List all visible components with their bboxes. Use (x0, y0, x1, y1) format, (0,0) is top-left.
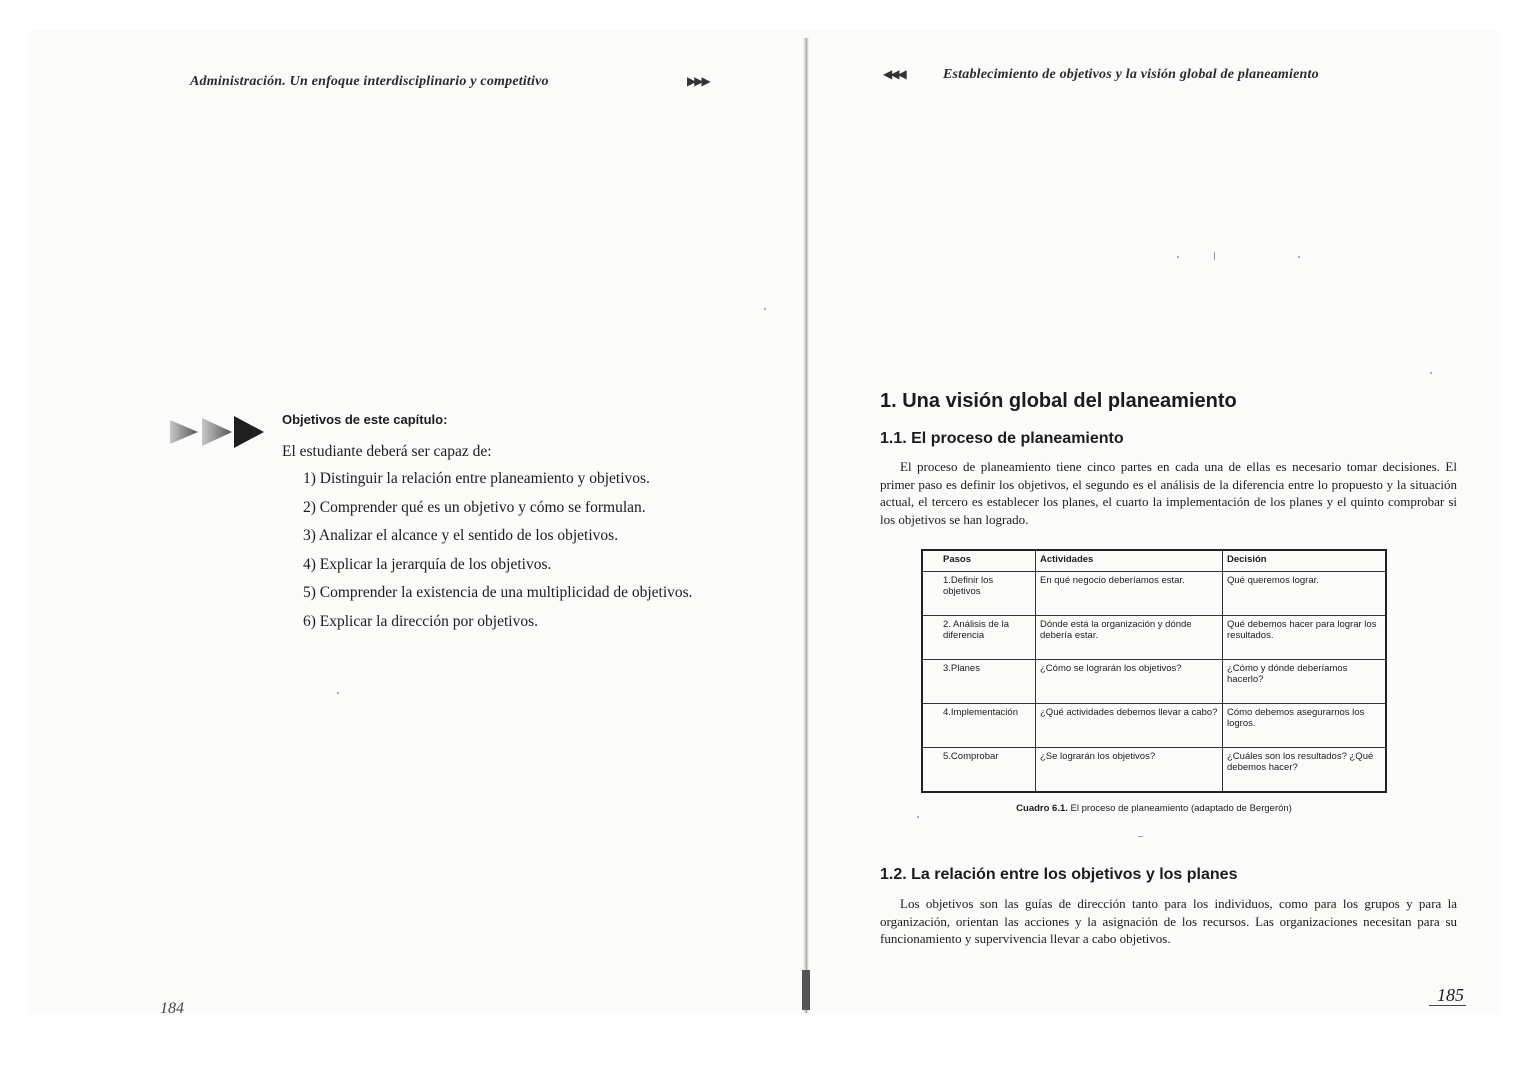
objectives-arrows-icon (168, 414, 264, 450)
table-cell: ¿Cuáles son los resultados? ¿Qué debemos hacer? (1223, 747, 1387, 792)
table-cell: ¿Cómo y dónde deberíamos hacerlo? (1223, 659, 1387, 703)
section-heading-1-2: 1.2. La relación entre los objetivos y los planes (880, 866, 1238, 883)
left-page-number (160, 1000, 184, 1008)
objective-item: 1) Distinguir la relación entre planeamiento y objetivos. (303, 470, 650, 487)
caption-text: El proceso de planeamiento (adaptado de Bergerón) (1070, 803, 1292, 814)
table-cell: 4.Implementación (922, 703, 1036, 747)
table-cell: 5.Comprobar (922, 747, 1036, 792)
table-cell: 3.Planes (922, 659, 1036, 703)
objective-item: 5) Comprender la existencia de una multiplicidad de objetivos. (303, 584, 693, 601)
table-cell: Qué queremos lograr. (1223, 572, 1387, 616)
table-row (922, 615, 1386, 659)
table-cell: ¿Qué actividades debemos llevar a cabo? (1036, 703, 1223, 747)
objective-item: 4) Explicar la jerarquía de los objetivos. (303, 555, 552, 573)
left-head-arrows: ▶▶▶ (687, 74, 709, 88)
table-cell: 1.Definir los objetivos (922, 572, 1036, 616)
section-heading-1-1: 1.1. El proceso de planeamiento (880, 430, 1124, 447)
objectives-list (303, 468, 693, 639)
objective-item: 6) Explicar la dirección por objetivos. (303, 612, 539, 630)
objectives-intro: El estudiante deberá ser capaz de: (282, 443, 492, 460)
gutter-shadow (802, 970, 810, 1010)
table-cell: Cómo debemos asegurarnos los logros. (1223, 703, 1387, 747)
table-header-cell: Actividades (1036, 550, 1223, 572)
table-header-cell: Pasos (922, 550, 1036, 572)
left-running-head: Administración. Un enfoque interdisciplinario y competitivo (190, 74, 549, 89)
paragraph-planning-process: El proceso de planeamiento tiene cinco partes en cada una de ellas es necesario tomar decisiones. El primer paso es definir los objetivos, el segundo es el análisis de la diferencia entre lo propuesto y la situación actual, el tercero es establecer los planes, el cuarto la implementación de los planes y el quinto comprobar si los objetivos se han logrado. (880, 459, 1457, 527)
table-row (922, 659, 1386, 703)
section-heading-1: 1. Una visión global del planeamiento (880, 390, 1237, 412)
objective-item: 3) Analizar el alcance y el sentido de los objetivos. (303, 527, 619, 544)
table-row (922, 747, 1386, 792)
objectives-title: Objetivos de este capítulo: (282, 412, 448, 427)
table-caption (921, 803, 1387, 814)
table-cell: Qué debemos hacer para lograr los resultados. (1223, 615, 1387, 659)
table-header-cell: Decisión (1223, 550, 1387, 572)
objective-item: 2) Comprender qué es un objetivo y cómo se formulan. (303, 498, 646, 516)
table-row (922, 703, 1386, 747)
book-gutter (803, 38, 809, 1013)
table-cell: 2. Análisis de la diferencia (922, 615, 1036, 659)
table-cell: ¿Se lograrán los objetivos? (1036, 747, 1223, 792)
right-running-head: Establecimiento de objetivos y la visión global de planeamiento (943, 67, 1319, 82)
table-cell: En qué negocio deberíamos estar. (1036, 572, 1223, 616)
table-header-row (922, 550, 1386, 572)
table-cell: ¿Cómo se lograrán los objetivos? (1036, 659, 1223, 703)
paragraph-objectives-plans: Los objetivos son las guías de dirección tanto para los individuos, como para los grupos y para la organización, orientan las acciones y la asignación de los recursos. Las organizaciones necesitan para su funcionamiento y supervivencia llevar a cabo objetivos. (880, 896, 1457, 946)
table-row (922, 572, 1386, 616)
table-cell: Dónde está la organización y dónde debería estar. (1036, 615, 1223, 659)
planning-process-table (921, 549, 1387, 793)
caption-label: Cuadro 6.1. (1016, 803, 1068, 814)
right-page-number: 185 (1437, 985, 1464, 1005)
right-head-arrows: ◀◀◀ (883, 67, 905, 81)
